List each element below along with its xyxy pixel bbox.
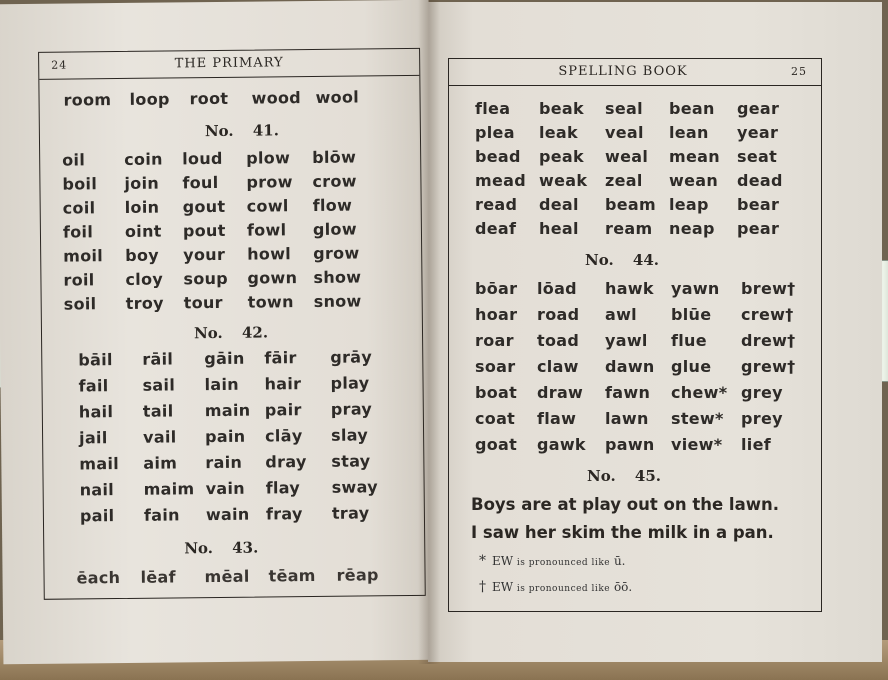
word: dawn bbox=[605, 357, 655, 376]
word: maim bbox=[143, 479, 195, 499]
word: heal bbox=[539, 219, 579, 238]
word-row bbox=[42, 291, 422, 319]
left-running-head bbox=[39, 49, 419, 80]
word: ream bbox=[605, 219, 653, 238]
word: goat bbox=[475, 435, 518, 454]
word: cowl bbox=[246, 196, 289, 216]
word: yawl bbox=[605, 331, 648, 350]
word: foil bbox=[62, 222, 94, 242]
word: snow bbox=[313, 291, 362, 311]
word-row bbox=[449, 171, 821, 195]
word: soar bbox=[475, 357, 516, 376]
word-row bbox=[43, 451, 423, 479]
word-row bbox=[449, 305, 821, 329]
word: vain bbox=[205, 478, 246, 499]
word: loop bbox=[129, 89, 170, 109]
word: flow bbox=[312, 195, 353, 215]
word: seal bbox=[605, 99, 643, 118]
word: hair bbox=[264, 374, 302, 394]
word: crow bbox=[312, 171, 357, 191]
word-row bbox=[449, 357, 821, 381]
word: weak bbox=[539, 171, 588, 190]
word: soil bbox=[63, 294, 97, 314]
word: lawn bbox=[605, 409, 649, 428]
footnote-text: is pronounced like bbox=[516, 558, 611, 568]
left-page bbox=[0, 0, 435, 664]
word: loud bbox=[182, 148, 223, 169]
word: fawn bbox=[605, 383, 651, 402]
footnote-mark: * bbox=[479, 553, 486, 569]
word: claw bbox=[537, 357, 579, 376]
word: pout bbox=[182, 220, 226, 241]
word: dray bbox=[265, 452, 307, 472]
word: howl bbox=[247, 244, 292, 264]
sentence-2: I saw her skim the milk in a pan. bbox=[471, 523, 774, 542]
word: cloy bbox=[125, 269, 164, 289]
word: beak bbox=[539, 99, 584, 118]
word: mēal bbox=[204, 566, 250, 587]
word: troy bbox=[125, 293, 164, 313]
word-row bbox=[449, 195, 821, 219]
word: plea bbox=[475, 123, 515, 142]
word: view* bbox=[671, 435, 723, 454]
word: blūe bbox=[671, 305, 712, 324]
word-row bbox=[44, 477, 424, 505]
left-page-number: 24 bbox=[51, 58, 68, 72]
word: lief bbox=[741, 435, 771, 454]
word: pear bbox=[737, 219, 780, 238]
word-row bbox=[42, 347, 422, 375]
word: oint bbox=[124, 221, 162, 241]
footnote-asterisk bbox=[479, 553, 625, 569]
word: jail bbox=[79, 428, 108, 448]
word: wool bbox=[315, 87, 360, 107]
word: leak bbox=[539, 123, 578, 142]
word-row bbox=[449, 279, 821, 303]
word: fowl bbox=[246, 220, 287, 240]
right-running-head bbox=[449, 59, 821, 86]
word: foul bbox=[182, 172, 219, 193]
word: rain bbox=[205, 452, 243, 473]
word-row bbox=[44, 565, 424, 593]
word: mead bbox=[475, 171, 526, 190]
word: play bbox=[330, 373, 370, 393]
word: flea bbox=[475, 99, 511, 118]
word: gāin bbox=[204, 348, 245, 369]
word-row bbox=[449, 435, 821, 459]
right-head-title: SPELLING BOOK bbox=[558, 64, 688, 79]
word: bāil bbox=[78, 350, 113, 370]
word: pail bbox=[79, 506, 115, 526]
word: blōw bbox=[312, 147, 357, 167]
word-row bbox=[449, 409, 821, 433]
word: grey bbox=[741, 383, 783, 402]
word: weal bbox=[605, 147, 649, 166]
word: draw bbox=[537, 383, 584, 402]
footnote-sound: ū. bbox=[613, 554, 626, 568]
word: hoar bbox=[475, 305, 518, 324]
word: rēap bbox=[336, 565, 379, 585]
word: glow bbox=[312, 219, 357, 239]
word: gawk bbox=[537, 435, 586, 454]
word: wood bbox=[251, 88, 302, 108]
word: fāir bbox=[264, 348, 297, 368]
footnote-letters: EW bbox=[492, 554, 514, 568]
word: join bbox=[124, 173, 160, 193]
word: road bbox=[537, 305, 580, 324]
word: glue bbox=[671, 357, 712, 376]
word: mean bbox=[669, 147, 720, 166]
word: boy bbox=[125, 245, 160, 265]
word: grow bbox=[313, 243, 360, 263]
word: neap bbox=[669, 219, 715, 238]
word: slay bbox=[330, 425, 369, 445]
word: veal bbox=[605, 123, 644, 142]
word: pawn bbox=[605, 435, 655, 454]
word: bōar bbox=[475, 279, 518, 298]
word: deaf bbox=[475, 219, 517, 238]
word: lēaf bbox=[140, 567, 176, 587]
word: dead bbox=[737, 171, 783, 190]
word-row bbox=[43, 425, 423, 453]
word: pain bbox=[204, 426, 246, 447]
footnote-mark: † bbox=[479, 579, 486, 595]
section-label-41: No. 41. bbox=[204, 121, 279, 141]
word: flaw bbox=[537, 409, 577, 428]
word: chew* bbox=[671, 383, 728, 402]
word-row bbox=[449, 383, 821, 407]
word: vail bbox=[142, 427, 177, 447]
word-row bbox=[449, 123, 821, 147]
word: wain bbox=[205, 504, 250, 525]
word: crew† bbox=[741, 305, 794, 324]
word: deal bbox=[539, 195, 579, 214]
word: brew† bbox=[741, 279, 796, 298]
word: moil bbox=[63, 246, 104, 266]
word-row bbox=[43, 399, 423, 427]
word: peak bbox=[539, 147, 584, 166]
sentence-1: Boys are at play out on the lawn. bbox=[471, 495, 779, 514]
word: rāil bbox=[142, 349, 174, 369]
section-41-words bbox=[40, 147, 420, 314]
footnote-dagger bbox=[479, 579, 632, 595]
word-row bbox=[449, 219, 821, 243]
word: coat bbox=[475, 409, 516, 428]
word-row bbox=[449, 147, 821, 171]
word: roil bbox=[63, 270, 95, 290]
word: clāy bbox=[264, 426, 303, 446]
section-label-44: No. 44. bbox=[585, 251, 659, 269]
word: grew† bbox=[741, 357, 796, 376]
word: sail bbox=[142, 375, 176, 395]
footnote-text: is pronounced like bbox=[516, 584, 611, 594]
word: sway bbox=[331, 477, 378, 497]
word: lean bbox=[669, 123, 709, 142]
word: loin bbox=[124, 197, 160, 217]
word: pair bbox=[264, 400, 302, 420]
word-row bbox=[39, 87, 419, 115]
word: tail bbox=[142, 401, 174, 421]
footnote-sound: ōō. bbox=[613, 580, 633, 594]
word: coil bbox=[62, 198, 96, 218]
word: leap bbox=[669, 195, 709, 214]
word: pray bbox=[330, 399, 373, 419]
left-head-title: THE PRIMARY bbox=[174, 55, 284, 72]
word: room bbox=[63, 90, 112, 110]
word: gown bbox=[247, 268, 298, 288]
word: lōad bbox=[537, 279, 577, 298]
book-gutter-shadow bbox=[418, 0, 440, 664]
word: beam bbox=[605, 195, 656, 214]
section-42-words bbox=[42, 347, 422, 526]
word: read bbox=[475, 195, 518, 214]
word: gear bbox=[737, 99, 780, 118]
section-43-words bbox=[44, 565, 424, 588]
word: flay bbox=[265, 478, 301, 498]
word: wean bbox=[669, 171, 719, 190]
left-top-word-rows bbox=[39, 87, 419, 110]
word: fail bbox=[78, 376, 109, 396]
word: stew* bbox=[671, 409, 724, 428]
left-page-frame bbox=[38, 48, 426, 600]
section-label-42: No. 42. bbox=[193, 323, 269, 343]
word: bead bbox=[475, 147, 521, 166]
section-label-45: No. 45. bbox=[587, 467, 661, 485]
word: lain bbox=[204, 374, 240, 395]
word: aim bbox=[143, 453, 178, 473]
section-label-43: No. 43. bbox=[184, 538, 259, 558]
word: fray bbox=[265, 504, 303, 524]
word: tray bbox=[331, 503, 370, 523]
word-row bbox=[449, 99, 821, 123]
word: prey bbox=[741, 409, 783, 428]
word: show bbox=[313, 267, 362, 287]
word: seat bbox=[737, 147, 778, 166]
word: yawn bbox=[671, 279, 720, 298]
word: gout bbox=[182, 196, 226, 217]
word: awl bbox=[605, 305, 637, 324]
right-page-frame bbox=[448, 58, 822, 612]
word: zeal bbox=[605, 171, 643, 190]
right-page bbox=[428, 2, 882, 662]
word: town bbox=[247, 292, 294, 312]
word: drew† bbox=[741, 331, 796, 350]
word: prow bbox=[246, 172, 293, 192]
word: mail bbox=[79, 454, 120, 474]
word: bear bbox=[737, 195, 780, 214]
word: bean bbox=[669, 99, 715, 118]
word: your bbox=[183, 244, 226, 265]
word: oil bbox=[62, 150, 86, 170]
word: root bbox=[189, 88, 229, 109]
word: soup bbox=[183, 268, 229, 289]
word: plow bbox=[246, 148, 291, 168]
word: grāy bbox=[330, 347, 373, 367]
word-row bbox=[449, 331, 821, 355]
word-row bbox=[42, 373, 422, 401]
word: tēam bbox=[268, 565, 316, 586]
word: hawk bbox=[605, 279, 654, 298]
footnote-letters: EW bbox=[492, 580, 514, 594]
word: fain bbox=[143, 505, 180, 525]
word: flue bbox=[671, 331, 707, 350]
word: ēach bbox=[76, 568, 121, 588]
word: year bbox=[737, 123, 779, 142]
word: coin bbox=[124, 149, 163, 169]
word: boil bbox=[62, 174, 98, 194]
word: tour bbox=[183, 292, 223, 313]
word: roar bbox=[475, 331, 514, 350]
word: boat bbox=[475, 383, 518, 402]
word: toad bbox=[537, 331, 580, 350]
word: stay bbox=[331, 451, 371, 471]
word: nail bbox=[79, 480, 115, 500]
word-row bbox=[44, 503, 424, 531]
word: hail bbox=[78, 402, 114, 422]
right-page-number: 25 bbox=[791, 65, 807, 78]
word: main bbox=[204, 400, 251, 421]
